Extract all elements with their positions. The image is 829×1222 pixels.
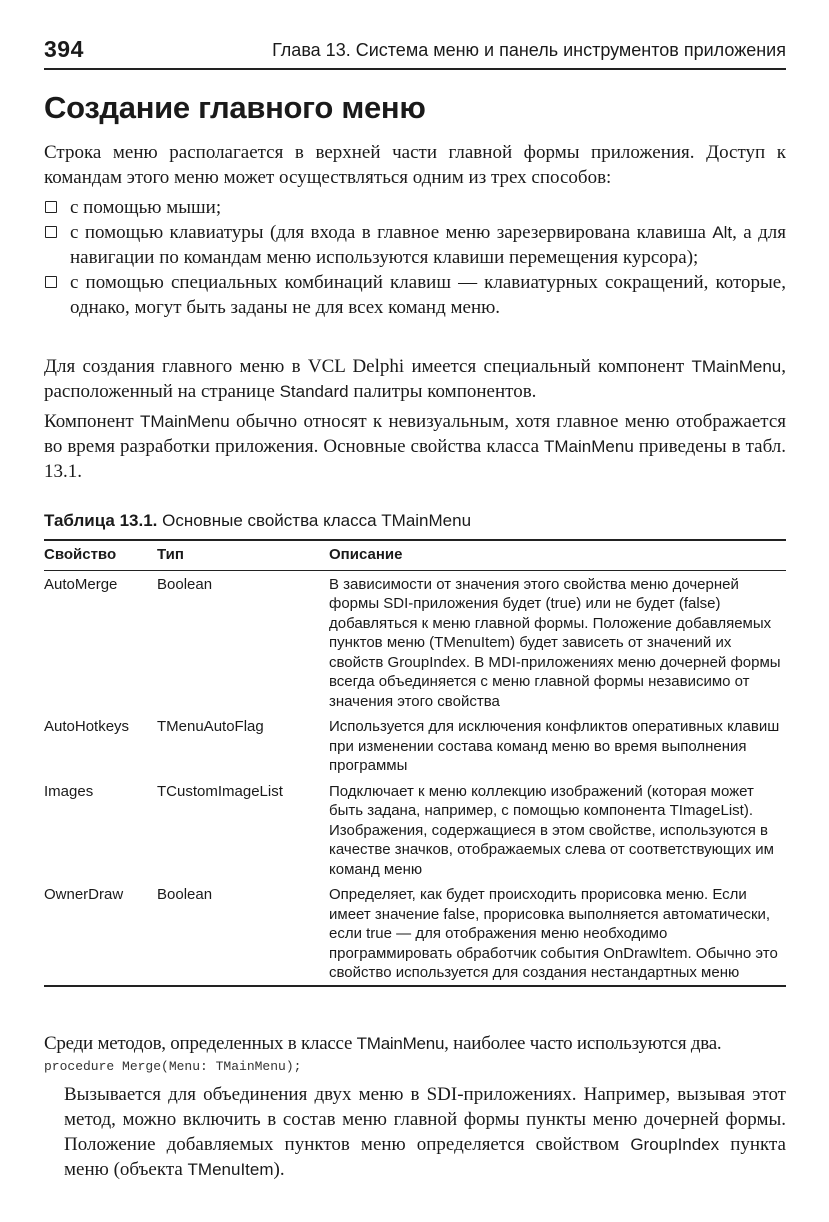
cell-description: В зависимости от значения этого свойства меню дочерней формы SDI-приложения будет (true) или не будет (false) добавляться к меню главной формы. Положение добавляемых пунктов меню (TMenuItem) будет зависеть от значений их свойств GroupIndex. В MDI-приложениях меню дочерней формы всегда объединяется с меню главной формы независимо от значения этого свойства	[329, 575, 781, 710]
table-caption-text: Основные свойства класса TMainMenu	[157, 511, 472, 530]
cell-type: TMenuAutoFlag	[157, 718, 264, 735]
column-header-type: Тип	[157, 540, 329, 570]
paragraph-properties-intro	[44, 409, 786, 484]
text-run: , наиболее часто используются два.	[444, 1033, 722, 1054]
bullet-text: с помощью специальных комбинаций клавиш — клавиатурных сокращений, которые, однако, могут быть заданы не для всех команд меню.	[70, 272, 786, 318]
cell-description: Определяет, как будет происходить прорисовка меню. Если имеет значение false, прорисовка выполняется автоматически, если true — для отображения меню необходимо программировать обработчик события OnDrawItem. Обычно это свойство используется для создания нестандартных меню	[329, 882, 786, 986]
text-run: Компонент	[44, 411, 140, 432]
cell-type: Boolean	[157, 882, 329, 986]
page-header	[44, 36, 786, 70]
column-header-property: Свойство	[44, 540, 157, 570]
checkbox-bullet-icon	[45, 201, 57, 213]
properties-table	[44, 539, 786, 987]
inline-code: TMenuItem	[187, 1160, 274, 1179]
page-number: 394	[44, 36, 84, 62]
inline-code: TMainMenu	[139, 412, 230, 431]
cell-type: TCustomImageList	[157, 782, 283, 800]
bullet-text: с помощью мыши;	[70, 197, 222, 218]
table-row	[44, 570, 786, 714]
text-run: ).	[273, 1159, 285, 1180]
cell-description: Подключает к меню коллекцию изображений (которая может быть задана, например, с помощью компонента TImageList). Изображения, содержащиеся в этом свойстве, используются в качестве значков, отображаемых слева от соответствующих им команд меню	[329, 782, 774, 878]
inline-code: TMainMenu	[356, 1034, 445, 1053]
table-header-row	[44, 540, 786, 570]
table-caption-label: Таблица 13.1.	[44, 511, 158, 530]
paragraph-components	[44, 354, 786, 404]
paragraph-methods	[44, 1031, 786, 1056]
intro-paragraph: Строка меню располагается в верхней части главной формы приложения. Доступ к командам этого меню может осуществляться одним из трех способов:	[44, 142, 786, 188]
table-caption	[44, 511, 471, 531]
cell-property: AutoMerge	[44, 575, 118, 593]
table-row	[44, 714, 786, 779]
bullet-text: с помощью клавиатуры (для входа в главное меню зарезервирована клавиша	[70, 222, 713, 243]
inline-code: Alt	[712, 223, 733, 242]
bullet-text: , а для навигации по командам меню используются клавиши перемещения курсора);	[70, 222, 787, 268]
section-title: Создание главного меню	[44, 90, 426, 125]
text-run: пункта меню (объекта	[64, 1134, 786, 1180]
text-run: приведены в табл. 13.1.	[44, 436, 786, 482]
table-row	[44, 779, 786, 883]
cell-type: Boolean	[157, 575, 213, 593]
running-head: Глава 13. Система меню и панель инструментов приложения	[272, 40, 786, 60]
code-line: procedure Merge(Menu: TMainMenu);	[44, 1059, 302, 1074]
paragraph-merge-description	[64, 1082, 786, 1182]
list-item	[44, 270, 786, 320]
inline-code: TMainMenu	[691, 357, 782, 376]
checkbox-bullet-icon	[45, 276, 57, 288]
text-run: Для создания главного меню в VCL Delphi имеется специальный компонент	[44, 356, 692, 377]
cell-property: AutoHotkeys	[44, 718, 130, 735]
text-run: Вызывается для объединения двух меню в SDI-приложениях. Например, вызывая этот метод, можно включить в состав меню главной формы пункты меню дочерней формы. Положение добавляемых пунктов меню определяется свойством	[64, 1084, 786, 1155]
checkbox-bullet-icon	[45, 226, 57, 238]
inline-code: GroupIndex	[630, 1135, 720, 1154]
inline-code: TMainMenu	[544, 437, 634, 456]
list-item	[44, 220, 786, 270]
text-run: палитры компонентов.	[348, 381, 537, 402]
cell-property: OwnerDraw	[44, 882, 157, 986]
text-run: обычно относят к невизуальным, хотя главное меню отображается во время разработки приложения. Основные свойства класса	[44, 411, 786, 457]
list-item	[44, 195, 786, 220]
bullet-list	[44, 195, 786, 320]
text-run: Среди методов, определенных в классе	[44, 1033, 357, 1054]
table-row	[44, 882, 786, 986]
cell-description: Используется для исключения конфликтов оперативных клавиш при изменении состава команд меню во время выполнения программы	[329, 718, 780, 774]
column-header-description: Описание	[329, 540, 786, 570]
text-run: , расположенный на странице	[44, 356, 786, 402]
cell-property: Images	[44, 782, 94, 800]
inline-code: Standard	[279, 382, 349, 401]
